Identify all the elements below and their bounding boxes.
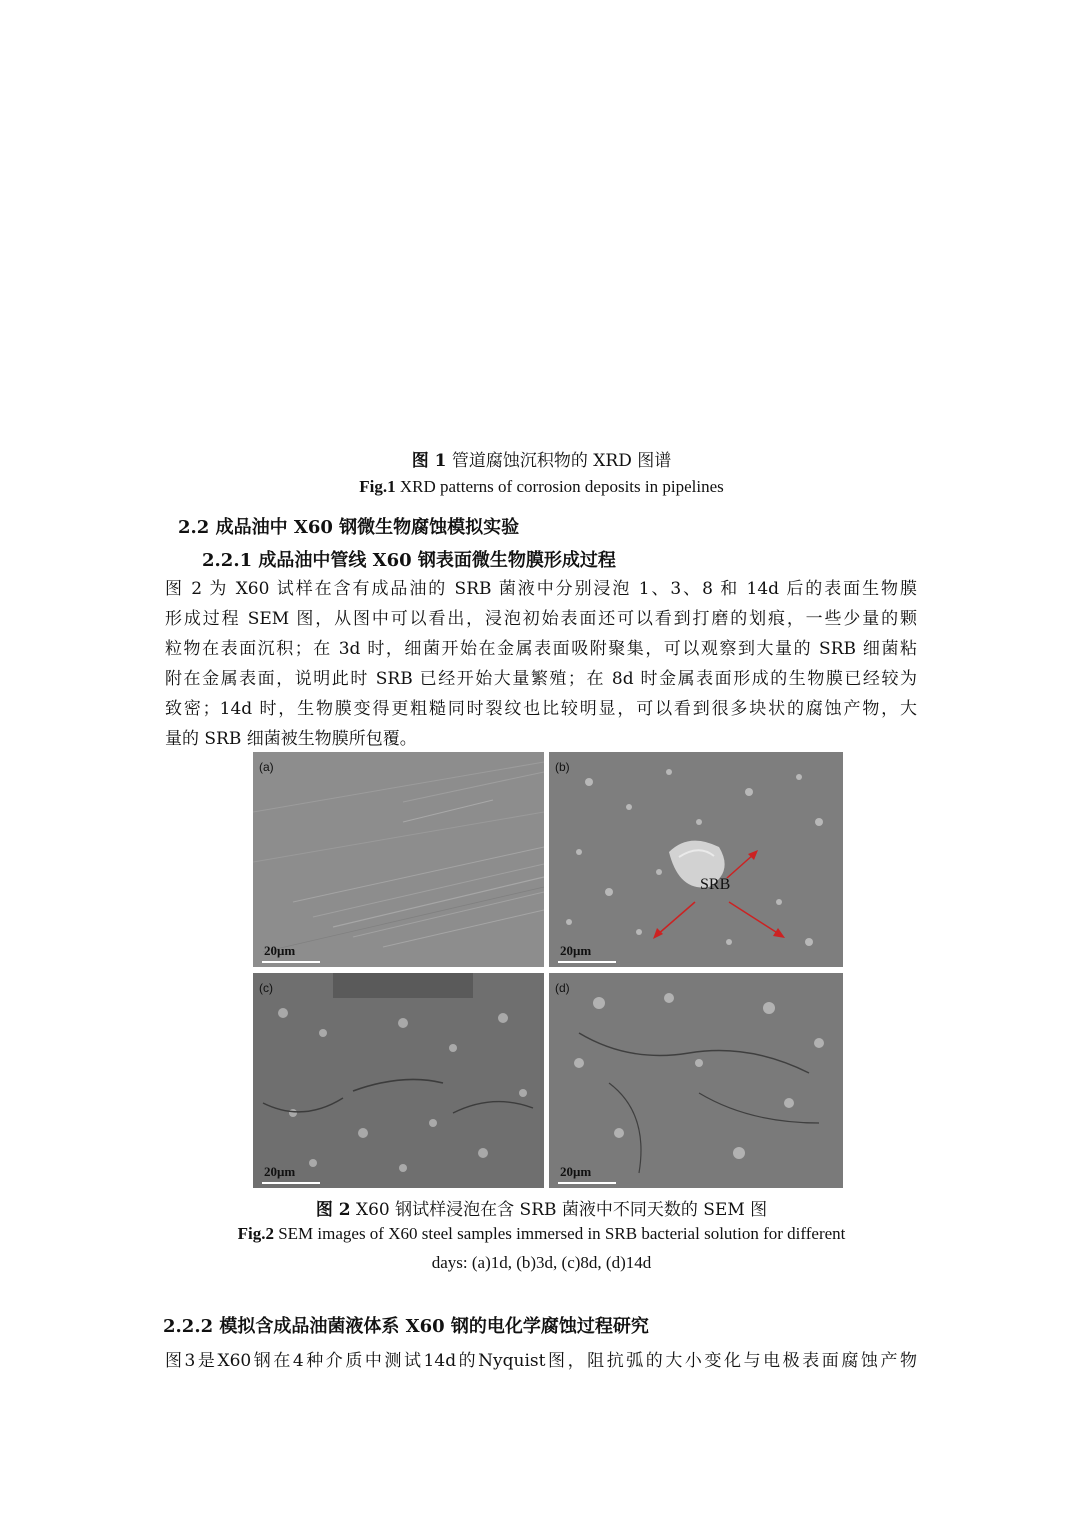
paragraph-line: 图3是X60钢在4种介质中测试14d的Nyquist图，阻抗弧的大小变化与电极表面腐蚀产物	[165, 1351, 917, 1371]
sem-image-b	[549, 752, 843, 967]
scale-bar-a	[262, 961, 320, 963]
sem-image-a	[253, 752, 544, 967]
scale-text-d: 20μm	[560, 1164, 592, 1179]
figure1-title-cn: 管道腐蚀沉积物的 XRD 图谱	[451, 451, 672, 471]
sem-image-d	[549, 973, 843, 1188]
figure2-caption-cn	[0, 1195, 1083, 1220]
srb-annotation: SRB	[700, 876, 731, 893]
figure2-label-en: Fig.2	[237, 1224, 274, 1243]
figure2-title-cn: X60 钢试样浸泡在含 SRB 菌液中不同天数的 SEM 图	[356, 1200, 768, 1220]
figure1-title-en: XRD patterns of corrosion deposits in pipelines	[399, 477, 724, 496]
section-2-2-1-paragraph	[165, 574, 917, 754]
scale-text-c: 20μm	[264, 1164, 296, 1179]
scale-bar-b	[558, 961, 616, 963]
panel-label-c: (c)	[259, 981, 273, 995]
paragraph-line: 粒物在表面沉积；在 3d 时，细菌开始在金属表面吸附聚集，可以观察到大量的 SRB 细菌粘	[165, 639, 917, 659]
panel-label-b: (b)	[555, 760, 570, 774]
panel-label-a: (a)	[259, 760, 274, 774]
section-2-2-2-heading: 2.2.2 模拟含成品油菌液体系 X60 钢的电化学腐蚀过程研究	[163, 1316, 649, 1337]
figure2-caption-en	[0, 1224, 1083, 1244]
section-2-2-heading: 2.2 成品油中 X60 钢微生物腐蚀模拟实验	[178, 517, 520, 538]
figure1-label-en: Fig.1	[359, 477, 396, 496]
paragraph-line: 形成过程 SEM 图，从图中可以看出，浸泡初始表面还可以看到打磨的划痕，一些少量的颗	[165, 609, 917, 629]
sem-panel-c	[253, 973, 544, 1188]
sem-panel-d	[549, 973, 843, 1188]
sem-image-c	[253, 973, 544, 1188]
paragraph-line: 量的 SRB 细菌被生物膜所包覆。	[165, 729, 417, 749]
paragraph-line: 附在金属表面，说明此时 SRB 已经开始大量繁殖；在 8d 时金属表面形成的生物膜已经较为	[165, 669, 917, 689]
scale-text-a: 20μm	[264, 943, 296, 958]
scale-bar-c	[262, 1182, 320, 1184]
scale-text-b: 20μm	[560, 943, 592, 958]
sem-panel-b	[549, 752, 843, 967]
figure1-caption-cn	[0, 446, 1083, 471]
panel-label-d: (d)	[555, 981, 570, 995]
figure1-caption-en	[0, 477, 1083, 497]
sem-image-grid	[253, 752, 843, 1190]
figure1-label-cn: 图 1	[411, 451, 447, 471]
section-2-2-1-heading: 2.2.1 成品油中管线 X60 钢表面微生物膜形成过程	[202, 550, 616, 571]
paragraph-line: 图 2 为 X60 试样在含有成品油的 SRB 菌液中分别浸泡 1、3、8 和 14d 后的表面生物膜	[165, 579, 917, 599]
figure2-caption-en-line2: days: (a)1d, (b)3d, (c)8d, (d)14d	[431, 1253, 652, 1272]
figure2-title-en-line1: SEM images of X60 steel samples immersed in SRB bacterial solution for different	[278, 1224, 846, 1243]
sem-panel-a	[253, 752, 544, 967]
figure2-label-cn: 图 2	[315, 1200, 351, 1220]
section-2-2-2-paragraph	[165, 1346, 917, 1376]
paragraph-line: 致密；14d 时，生物膜变得更粗糙同时裂纹也比较明显，可以看到很多块状的腐蚀产物，大	[165, 699, 917, 719]
scale-bar-d	[558, 1182, 616, 1184]
